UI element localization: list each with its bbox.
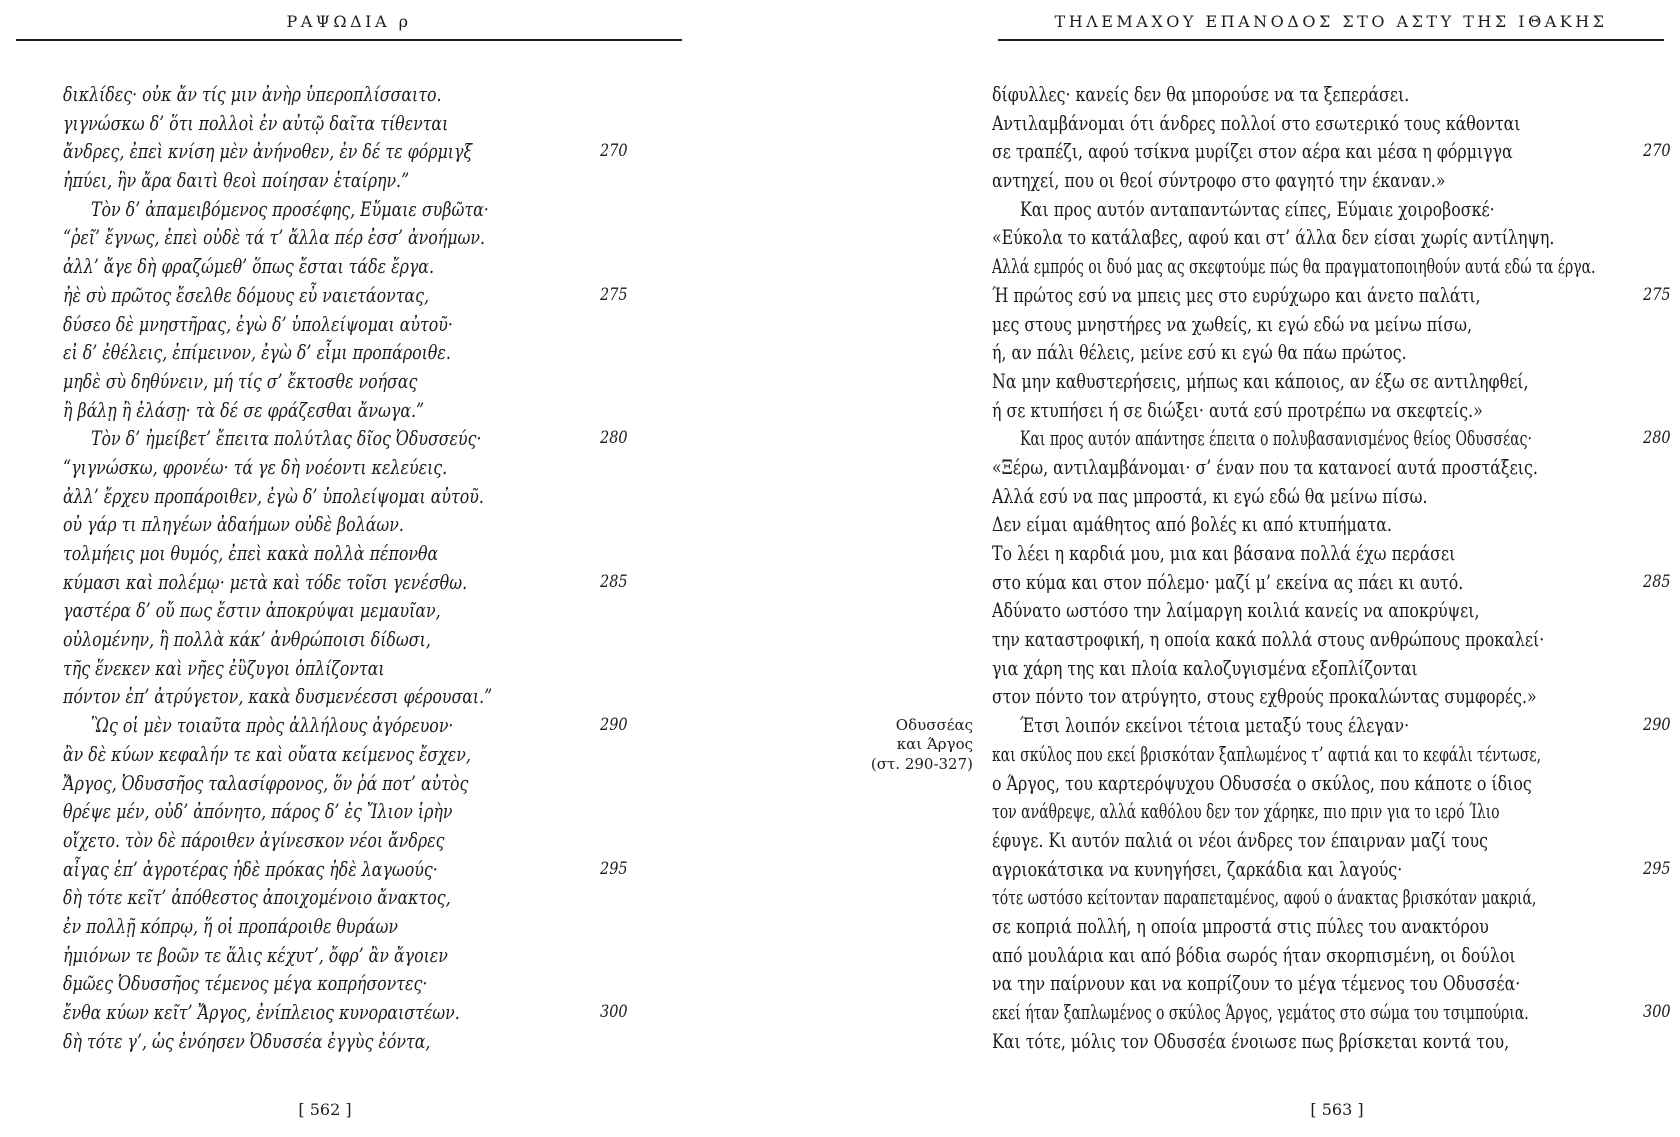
verse-text: δμῶες Ὀδυσσῆος τέμενος μέγα κοπρήσοντες· (63, 971, 428, 996)
verse-line (63, 453, 683, 482)
verse-text: Το λέει η καρδιά μου, μια και βάσανα πολλά έχω περάσει (992, 541, 1456, 565)
verse-line (63, 195, 683, 224)
verse-line (63, 596, 683, 625)
verse-line (63, 654, 683, 683)
page-header: ΤΗΛΕΜΑΧΟΥ ΕΠΑΝΟΔΟΣ ΣΤΟ ΑΣΤΥ ΤΗΣ ΙΘΑΚΗΣ (1054, 12, 1608, 31)
verse-line (63, 510, 683, 539)
verse-line (63, 912, 683, 941)
verse-line (992, 424, 1680, 453)
verse-line (63, 252, 683, 281)
verse-line (63, 396, 683, 425)
verse-line (63, 826, 683, 855)
verse-text: τολμήεις μοι θυμός, ἐπεὶ κακὰ πολλὰ πέπονθα (63, 541, 439, 565)
verse-line (63, 740, 683, 769)
verse-text: ο Άργος, του καρτερόψυχου Οδυσσέα ο σκύλος, που κάποτε ο ίδιος (992, 770, 1532, 795)
verse-text: αἶγας ἐπ’ ἀγροτέρας ἠδὲ πρόκας ἠδὲ λαγωούς· (63, 856, 438, 881)
verse-text: Αντιλαμβάνομαι ότι άνδρες πολλοί στο εσωτερικό τους κάθονται (992, 110, 1521, 135)
verse-text: οἴχετο. τὸν δὲ πάροιθεν ἀγίνεσκον νέοι ἄνδρες (63, 827, 445, 852)
verse-line (992, 969, 1680, 998)
verse-text: σε κοπριά πολλή, η οποία μπροστά στις πύλες του ανακτόρου (992, 913, 1489, 938)
verse-line (992, 510, 1680, 539)
verse-line (992, 367, 1680, 396)
verse-text: Αλλά εμπρός οι δυό μας ας σκεφτούμε πώς θα πραγματοποιηθούν αυτά εδώ τα έργα. (992, 254, 1596, 279)
verse-number: 280 (1643, 428, 1671, 449)
verse-line (63, 338, 683, 367)
verse-text: αγριοκάτσικα να κυνηγήσει, ζαρκάδια και λαγούς· (992, 856, 1403, 881)
verse-text: δικλίδες· οὐκ ἄν τίς μιν ἀνὴρ ὑπεροπλίσσαιτο. (63, 82, 442, 106)
verse-line (992, 625, 1680, 654)
verse-text: δίφυλλες· κανείς δεν θα μπορούσε να τα ξεπεράσει. (992, 82, 1410, 106)
verse-text: δὴ τότε γ’, ὡς ἐνόησεν Ὀδυσσέα ἐγγὺς ἐόντα, (63, 1028, 431, 1053)
verse-line (992, 654, 1680, 683)
verse-text: δύσεο δὲ μνηστῆρας, ἐγὼ δ’ ὑπολείψομαι αὐτοῦ· (63, 311, 453, 336)
verse-line (992, 482, 1680, 511)
verse-text: γιγνώσκω δ’ ὅτι πολλοὶ ἐν αὐτῷ δαῖτα τίθενται (63, 110, 449, 135)
verse-line (992, 568, 1680, 597)
verse-text: ή, αν πάλι θέλεις, μείνε εσύ κι εγώ θα πάω πρώτος. (992, 340, 1407, 365)
verse-text: στο κύμα και στον πόλεμο· μαζί μ’ εκείνα ας πάει κι αυτό. (992, 569, 1464, 594)
verse-line (63, 682, 683, 711)
verse-line (63, 998, 683, 1027)
verse-number: 280 (600, 428, 628, 449)
header-rule (998, 39, 1664, 41)
verse-line (63, 797, 683, 826)
page-number: [ 563 ] (1310, 1100, 1364, 1119)
verse-text: Και προς αυτόν ανταπαντώντας είπες, Εύμαιε χοιροβοσκέ· (1020, 196, 1495, 221)
verse-text: πόντον ἐπ’ ἀτρύγετον, κακὰ δυσμενέεσσι φέρουσαι.” (63, 684, 493, 709)
verse-number: 290 (600, 715, 628, 736)
verse-text: ἀλλ’ ἔρχευ προπάροιθεν, ἐγὼ δ’ ὑπολείψομαι αὐτοῦ. (63, 483, 484, 508)
verse-text: Αδύνατο ωστόσο την λαίμαργη κοιλιά κανείς να αποκρύψει, (992, 598, 1480, 623)
verse-number: 295 (1643, 858, 1671, 879)
verse-line (63, 855, 683, 884)
margin-note-line: (στ. 290-327) (870, 754, 973, 773)
verse-line (63, 310, 683, 339)
verse-line (63, 223, 683, 252)
verse-number: 275 (600, 284, 628, 305)
verse-line (63, 109, 683, 138)
verse-text: Δεν είμαι αμάθητος από βολές κι από κτυπήματα. (992, 512, 1392, 537)
verse-text: ἐν πολλῇ κόπρῳ, ἥ οἱ προπάροιθε θυράων (63, 913, 399, 938)
verse-line (63, 941, 683, 970)
verse-line (992, 109, 1680, 138)
verse-text: Ἄργος, Ὀδυσσῆος ταλασίφρονος, ὅν ῥά ποτ’ αὐτὸς (63, 770, 469, 795)
verse-text: οὐλομένην, ἣ πολλὰ κάκ’ ἀνθρώποισι δίδωσι, (63, 627, 431, 652)
verse-number: 285 (600, 571, 628, 592)
verse-text: μηδὲ σὺ δηθύνειν, μή τίς σ’ ἔκτοσθε νοήσας (63, 368, 418, 393)
page-number: [ 562 ] (298, 1100, 352, 1119)
verse-number: 285 (1643, 571, 1671, 592)
verse-line (992, 137, 1680, 166)
verse-text: “ῥεῖ’ ἔγνως, ἐπεὶ οὐδὲ τά τ’ ἄλλα πέρ ἐσσ’ ἀνοήμων. (63, 225, 485, 250)
verse-line (992, 883, 1680, 912)
verse-text: “γιγνώσκω, φρονέω· τά γε δὴ νοέοντι κελεύεις. (63, 454, 448, 479)
verse-number: 295 (600, 858, 628, 879)
verse-line (63, 281, 683, 310)
verse-line (992, 252, 1680, 281)
verse-block-modern-greek (992, 80, 1680, 1055)
verse-line (63, 711, 683, 740)
verse-line (992, 310, 1680, 339)
verse-line (63, 883, 683, 912)
verse-line (992, 396, 1680, 425)
page-header: ΡΑΨΩΔΙΑ ρ (286, 12, 412, 31)
verse-text: ἔνθα κύων κεῖτ’ Ἄργος, ἐνίπλειος κυνοραιστέων. (63, 1000, 460, 1024)
verse-line (63, 367, 683, 396)
verse-text: Αλλά εσύ να πας μπροστά, κι εγώ εδώ θα μείνω πίσω. (992, 483, 1428, 508)
header-rule (16, 39, 682, 41)
verse-line (992, 195, 1680, 224)
verse-line (63, 1027, 683, 1056)
verse-line (63, 769, 683, 798)
verse-line (992, 453, 1680, 482)
verse-number: 300 (600, 1002, 628, 1022)
verse-line (992, 826, 1680, 855)
verse-text: σε τραπέζι, αφού τσίκνα μυρίζει στον αέρα και μέσα η φόρμιγγα (992, 139, 1513, 164)
verse-line (992, 539, 1680, 568)
verse-text: και σκύλος που εκεί βρισκόταν ξαπλωμένος τ’ αφτιά και το κεφάλι τέντωσε, (992, 741, 1542, 766)
verse-text: «Ξέρω, αντιλαμβάνομαι· σ’ έναν που τα κατανοεί αυτά προστάξεις. (992, 454, 1538, 479)
verse-line (63, 166, 683, 195)
verse-number: 270 (600, 141, 628, 162)
verse-text: δὴ τότε κεῖτ’ ἀπόθεστος ἀποιχομένοιο ἄνακτος, (63, 885, 451, 910)
verse-block-ancient-greek (63, 80, 683, 1055)
verse-line (63, 625, 683, 654)
verse-text: μες στους μνηστήρες να χωθείς, κι εγώ εδώ να μείνω πίσω, (992, 311, 1473, 336)
margin-note-line: και Άργος (896, 735, 973, 754)
verse-line (992, 797, 1680, 826)
verse-text: Τὸν δ’ ἠμείβετ’ ἔπειτα πολύτλας δῖος Ὀδυσσεύς· (91, 426, 482, 451)
verse-number: 275 (1643, 284, 1671, 305)
page-right (840, 0, 1680, 1137)
verse-text: θρέψε μέν, οὐδ’ ἀπόνητο, πάρος δ’ ἐς Ἴλιον ἱρὴν (63, 799, 453, 824)
verse-text: Και τότε, μόλις τον Οδυσσέα ένοιωσε πως βρίσκεται κοντά του, (992, 1028, 1510, 1053)
verse-line (992, 80, 1680, 109)
verse-line (992, 740, 1680, 769)
verse-text: Να μην καθυστερήσεις, μήπως και κάποιος, αν έξω σε αντιληφθεί, (992, 368, 1529, 393)
verse-line (992, 711, 1680, 740)
verse-line (992, 596, 1680, 625)
verse-number: 300 (1643, 1002, 1671, 1022)
verse-text: γαστέρα δ’ οὔ πως ἔστιν ἀποκρύψαι μεμαυῖαν, (63, 598, 441, 623)
verse-line (992, 769, 1680, 798)
verse-text: εἰ δ’ ἐθέλεις, ἐπίμεινον, ἐγὼ δ’ εἶμι προπάροιθε. (63, 340, 451, 365)
verse-line (63, 424, 683, 453)
verse-text: τότε ωστόσο κείτονταν παραπεταμένος, αφού ο άνακτας βρισκόταν μακριά, (992, 885, 1537, 910)
verse-text: ἠπύει, ἣν ἄρα δαιτὶ θεοὶ ποίησαν ἑταίρην.” (63, 168, 410, 193)
verse-line (992, 855, 1680, 884)
verse-text: εκεί ήταν ξαπλωμένος ο σκύλος Άργος, γεμάτος στο σώμα του τσιμπούρια. (992, 1000, 1529, 1024)
verse-number: 270 (1643, 141, 1671, 162)
verse-line (992, 166, 1680, 195)
verse-line (63, 539, 683, 568)
verse-text: Ή πρώτος εσύ να μπεις μες στο ευρύχωρο και άνετο παλάτι, (992, 282, 1481, 307)
verse-line (992, 941, 1680, 970)
verse-text: ἠὲ σὺ πρῶτος ἔσελθε δόμους εὖ ναιετάοντας, (63, 282, 429, 307)
verse-line (992, 281, 1680, 310)
verse-text: αντηχεί, που οι θεοί σύντροφο στο φαγητό την έκαναν.» (992, 168, 1446, 193)
verse-line (992, 223, 1680, 252)
verse-text: στον πόντο τον ατρύγητο, στους εχθρούς προκαλώντας συμφορές.» (992, 684, 1537, 709)
verse-line (63, 137, 683, 166)
verse-line (63, 80, 683, 109)
verse-text: ἡμιόνων τε βοῶν τε ἅλις κέχυτ’, ὄφρ’ ἂν ἄγοιεν (63, 942, 448, 967)
margin-note (840, 716, 973, 774)
verse-text: ἀλλ’ ἄγε δὴ φραζώμεθ’ ὅπως ἔσται τάδε ἔργα. (63, 254, 435, 279)
verse-text: Ὣς οἱ μὲν τοιαῦτα πρὸς ἀλλήλους ἀγόρευον· (91, 713, 454, 738)
verse-number: 290 (1643, 715, 1671, 736)
verse-text: ἢ βάλῃ ἢ ἐλάσῃ· τὰ δέ σε φράζεσθαι ἄνωγα.” (63, 397, 425, 422)
verse-text: τῆς ἕνεκεν καὶ νῆες ἐὒζυγοι ὁπλίζονται (63, 655, 385, 680)
verse-text: «Εύκολα το κατάλαβες, αφού και στ’ άλλα δεν είσαι χωρίς αντίληψη. (992, 225, 1555, 250)
verse-text: Τὸν δ’ ἀπαμειβόμενος προσέφης, Εὔμαιε συβῶτα· (91, 196, 489, 221)
verse-text: τον ανάθρεψε, αλλά καθόλου δεν τον χάρηκε, πιο πριν για το ιερό Ίλιο (992, 799, 1500, 824)
verse-line (63, 969, 683, 998)
margin-note-line: Οδυσσέας (895, 716, 973, 734)
verse-text: να την παίρνουν και να κοπρίζουν το μέγα τέμενος του Οδυσσέα· (992, 971, 1521, 996)
verse-line (992, 998, 1680, 1027)
verse-text: για χάρη της και πλοία καλοζυγισμένα εξοπλίζονται (992, 655, 1418, 680)
verse-text: από μουλάρια και από βόδια σωρός ήταν σκορπισμένη, οι δούλοι (992, 942, 1516, 967)
verse-text: Έτσι λοιπόν εκείνοι τέτοια μεταξύ τους έλεγαν· (1020, 713, 1410, 738)
verse-line (63, 482, 683, 511)
verse-text: την καταστροφική, η οποία κακά πολλά στους ανθρώπους προκαλεί· (992, 627, 1545, 652)
verse-text: οὐ γάρ τι πληγέων ἀδαήμων οὐδὲ βολάων. (63, 512, 404, 537)
verse-text: κύμασι καὶ πολέμῳ· μετὰ καὶ τόδε τοῖσι γενέσθω. (63, 569, 468, 594)
verse-text: έφυγε. Κι αυτόν παλιά οι νέοι άνδρες τον έπαιρναν μαζί τους (992, 827, 1488, 852)
verse-line (63, 568, 683, 597)
verse-text: Και προς αυτόν απάντησε έπειτα ο πολυβασανισμένος θείος Οδυσσέας· (1020, 426, 1532, 451)
verse-line (992, 338, 1680, 367)
verse-text: ή σε κτυπήσει ή σε διώξει· αυτά εσύ προτρέπω να σκεφτείς.» (992, 397, 1483, 422)
verse-line (992, 1027, 1680, 1056)
verse-line (992, 912, 1680, 941)
verse-text: ἄνδρες, ἐπεὶ κνίση μὲν ἀνήνοθεν, ἐν δέ τε φόρμιγξ (63, 139, 473, 164)
verse-text: ἂν δὲ κύων κεφαλήν τε καὶ οὔατα κείμενος ἔσχεν, (63, 741, 471, 766)
verse-line (992, 682, 1680, 711)
